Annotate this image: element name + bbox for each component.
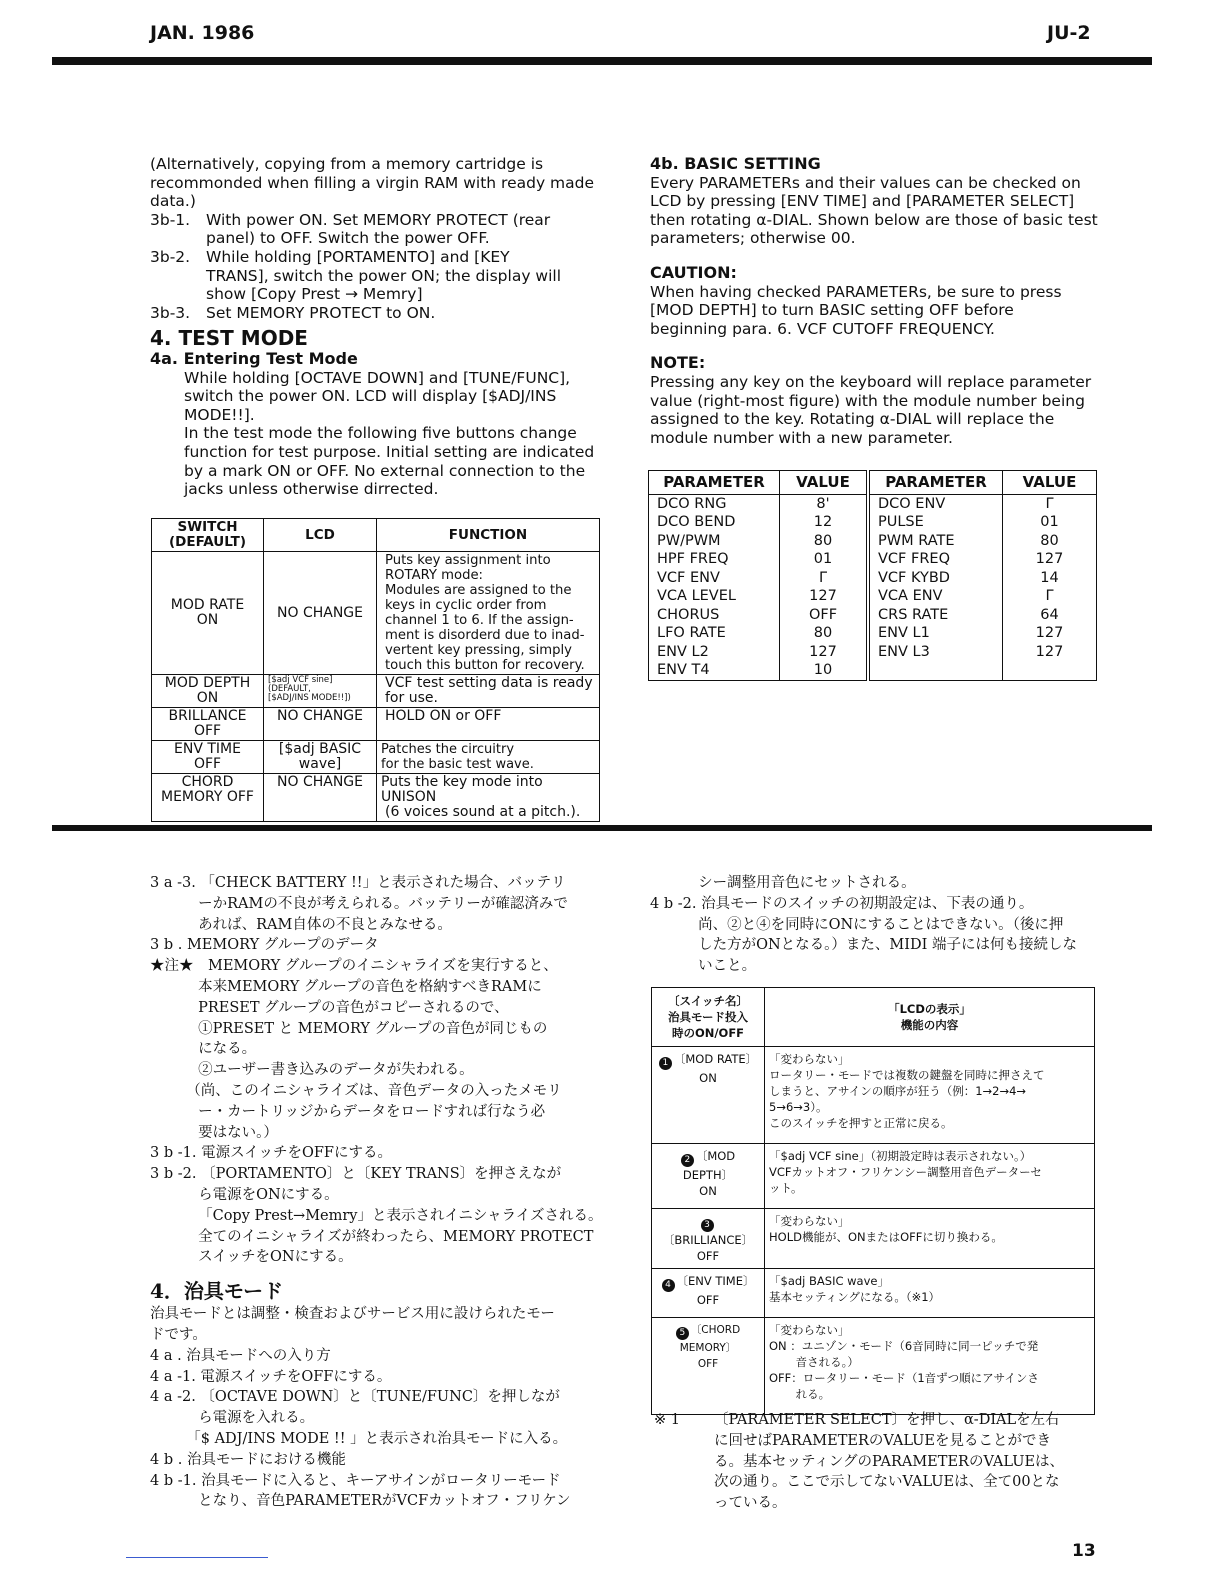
table-row xyxy=(649,550,1097,569)
jp-line: シー調整用音色にセットされる。 xyxy=(650,875,916,891)
page-number: 13 xyxy=(1072,1541,1096,1561)
param-value: 80 xyxy=(1003,532,1097,551)
param-value: 01 xyxy=(1003,513,1097,532)
parameter-table xyxy=(648,470,1097,681)
function-cell xyxy=(377,708,600,741)
param-value: ᒥ xyxy=(1003,587,1097,606)
caution-title: CAUTION: xyxy=(650,262,737,282)
subsection-body xyxy=(150,369,600,499)
jp-line: 治具モードとは調整・検査およびサービス用に設けられたモー xyxy=(150,1306,555,1323)
param-value: 80 xyxy=(780,624,869,643)
jp-line: 4 a -1. 電源スイッチをOFFにする。 xyxy=(150,1368,392,1385)
jp-line: 3 b -2. 〔PORTAMENTO〕と〔KEY TRANS〕を押さえなが xyxy=(150,1166,562,1183)
param-name: VCF ENV xyxy=(649,569,780,588)
body-line: Every PARAMETERs and their values can be checked on xyxy=(650,173,1081,192)
column-header: 〔スイッチ名〕 治具モード投入 時のON/OFF xyxy=(652,988,765,1047)
jp-line: 4 b . 治具モードにおける機能 xyxy=(150,1451,346,1468)
middle-rule xyxy=(52,825,1152,831)
column-header: PARAMETER xyxy=(649,471,780,495)
jp-line: になる。 xyxy=(150,1041,257,1058)
table-row xyxy=(652,1269,1095,1318)
table-row xyxy=(652,1209,1095,1269)
column-header: SWITCH (DEFAULT) xyxy=(152,519,264,552)
function-line: VCF test setting data is ready xyxy=(385,675,593,691)
param-value: 127 xyxy=(1003,624,1097,643)
function-cell xyxy=(377,741,600,774)
jp-line: ①PRESET と MEMORY グループの音色が同じもの xyxy=(150,1020,548,1037)
param-value: 01 xyxy=(780,550,869,569)
jp-line: （尚、このイニシャライズは、音色データの入ったメモリ xyxy=(150,1082,562,1099)
intro-line: (Alternatively, copying from a memory cartridge is xyxy=(150,155,544,173)
function-line: Puts the key mode into UNISON xyxy=(381,774,543,805)
param-name: ENV L3 xyxy=(868,643,1003,662)
param-name: VCA LEVEL xyxy=(649,587,780,606)
switch-cell: CHORD MEMORY OFF xyxy=(152,774,264,822)
table-row xyxy=(649,532,1097,551)
switch-label: 〔CHORD MEMORY〕 OFF xyxy=(679,1324,741,1370)
table-row xyxy=(152,552,600,675)
step-line: panel) to OFF. Switch the power OFF. xyxy=(206,229,490,248)
jp-line: 次の通り。ここで示してないVALUEは、全て00とな xyxy=(714,1474,1060,1491)
number-badge: 5 xyxy=(676,1327,689,1340)
lcd-cell: NO CHANGE xyxy=(264,708,377,741)
jp-left-column xyxy=(150,873,610,1512)
param-value: ᒥ xyxy=(1003,494,1097,513)
jp-line: あれば、RAM自体の不良とみなせる。 xyxy=(150,916,452,933)
jp-line: 要はない。） xyxy=(150,1124,278,1141)
basic-setting-title: 4b. BASIC SETTING xyxy=(650,154,821,173)
desc-cell xyxy=(765,1209,1095,1269)
jp-line: っている。 xyxy=(714,1495,787,1512)
step-number: 3b-2. xyxy=(150,247,191,266)
jp-line: ーかRAMの不良が考えられる。バッテリーが確認済みで xyxy=(150,895,568,912)
switch-table xyxy=(151,518,600,822)
param-name xyxy=(868,661,1003,680)
desc-line: 「変わらない」 xyxy=(769,1214,850,1228)
body-line: value (right-most figure) with the module number being xyxy=(650,391,1085,410)
function-line: for the basic test wave. xyxy=(381,757,534,772)
desc-line: 「$adj BASIC wave」 xyxy=(769,1274,889,1288)
switch-cell: MOD RATE ON xyxy=(152,552,264,675)
switch-cell xyxy=(652,1047,765,1144)
desc-line: ON ：ユニゾン・モード（6音同時に同一ピッチで発 xyxy=(769,1339,1039,1353)
table-row xyxy=(652,1318,1095,1415)
table-row xyxy=(152,741,600,774)
desc-line: 5→6→3）。 xyxy=(769,1100,828,1114)
function-line: for use. xyxy=(385,690,438,706)
column-header: PARAMETER xyxy=(868,471,1003,495)
param-value: 80 xyxy=(780,532,869,551)
table-row xyxy=(649,606,1097,625)
intro-line: recommonded when filling a virgin RAM with ready made xyxy=(150,173,595,192)
lcd-cell: [$adj VCF sine] (DEFAULT, [$ADJ/INS MODE!!]) xyxy=(264,675,377,708)
jp-line: 3 b -1. 電源スイッチをOFFにする。 xyxy=(150,1145,392,1162)
step-line: show [Copy Prest → Memry] xyxy=(206,285,423,304)
table-row xyxy=(652,1047,1095,1144)
right-column xyxy=(650,155,1100,447)
table-row xyxy=(649,494,1097,513)
jp-line: る。基本セッティングのPARAMETERのVALUEは、 xyxy=(714,1453,1065,1470)
desc-line: VCFカットオフ・フリケンシー調整用音色データーセ xyxy=(769,1165,1042,1179)
switch-cell: BRILLANCE OFF xyxy=(152,708,264,741)
table-header-row xyxy=(652,988,1095,1047)
step-number: 3b-3. xyxy=(150,303,191,322)
header-model: JU-2 xyxy=(1047,22,1091,44)
jp-line: ドです。 xyxy=(150,1326,207,1343)
number-badge: 1 xyxy=(659,1057,672,1070)
step-line: Set MEMORY PROTECT to ON. xyxy=(206,303,436,322)
jp-line: ★注★ MEMORY グループのイニシャライズを実行すると、 xyxy=(150,958,558,975)
body-line: jacks unless otherwise dirrected. xyxy=(184,480,439,499)
body-line: beginning para. 6. VCF CUTOFF FREQUENCY. xyxy=(650,319,995,338)
body-line: module number with a new parameter. xyxy=(650,428,953,447)
body-line: When having checked PARAMETERs, be sure to press xyxy=(650,282,1062,301)
number-badge: 4 xyxy=(662,1279,675,1292)
param-value: 12 xyxy=(780,513,869,532)
desc-cell xyxy=(765,1047,1095,1144)
desc-line: HOLD機能が、ONまたはOFFに切り換わる。 xyxy=(769,1230,1003,1244)
body-line: by a mark ON or OFF. No external connection to the xyxy=(184,461,586,480)
param-name: ENV L2 xyxy=(649,643,780,662)
function-line: Puts key assignment into xyxy=(385,553,551,568)
function-cell xyxy=(377,552,600,675)
footnote-mark: ※ 1 xyxy=(654,1412,680,1428)
param-value: OFF xyxy=(780,606,869,625)
jp-line: 3 a -3. 「CHECK BATTERY !!」と表示された場合、バッテリ xyxy=(150,875,566,891)
param-value: 127 xyxy=(780,587,869,606)
desc-line: しまうと、アサインの順序が狂う（例：1→2→4→ xyxy=(769,1084,1027,1098)
table-row xyxy=(649,624,1097,643)
table-row xyxy=(649,643,1097,662)
param-name: ENV L1 xyxy=(868,624,1003,643)
lcd-cell: NO CHANGE xyxy=(264,552,377,675)
param-name: PULSE xyxy=(868,513,1003,532)
table-header-row xyxy=(152,519,600,552)
param-name: DCO RNG xyxy=(649,494,780,513)
jp-line: 本来MEMORY グループの音色を格納すべきRAMに xyxy=(150,978,542,995)
param-value: 64 xyxy=(1003,606,1097,625)
table-row xyxy=(649,587,1097,606)
desc-line: 音される。） xyxy=(769,1355,859,1369)
table-row xyxy=(649,569,1097,588)
jp-line: スイッチをONにする。 xyxy=(150,1249,353,1266)
desc-cell xyxy=(765,1269,1095,1318)
function-line: ROTARY mode: xyxy=(385,568,484,583)
switch-cell xyxy=(652,1318,765,1415)
function-cell xyxy=(377,774,600,822)
subsection-title: 4a. Entering Test Mode xyxy=(150,348,358,368)
function-line: HOLD ON or OFF xyxy=(385,708,502,724)
step-line: With power ON. Set MEMORY PROTECT (rear xyxy=(206,210,551,229)
param-name: DCO BEND xyxy=(649,513,780,532)
number-badge: 3 xyxy=(701,1219,714,1232)
param-name: VCA ENV xyxy=(868,587,1003,606)
jp-line: いこと。 xyxy=(650,958,757,975)
number-badge: 2 xyxy=(681,1154,694,1167)
function-line: keys in cyclic order from xyxy=(385,598,547,613)
param-value: 127 xyxy=(1003,550,1097,569)
lcd-cell: NO CHANGE xyxy=(264,774,377,822)
note-title: NOTE: xyxy=(650,353,706,373)
param-value: 127 xyxy=(780,643,869,662)
jp-line: 〔PARAMETER SELECT〕を押し、α-DIALを左右 xyxy=(714,1412,1060,1428)
desc-line: 「$adj VCF sine」（初期設定時は表示されない。） xyxy=(769,1149,1032,1163)
intro-line: data.) xyxy=(150,192,196,211)
desc-cell xyxy=(765,1318,1095,1415)
top-rule xyxy=(52,57,1152,65)
function-line: channel 1 to 6. If the assign- xyxy=(385,613,574,628)
switch-cell: ENV TIME OFF xyxy=(152,741,264,774)
function-line: ment is disorderd due to inad- xyxy=(385,628,585,643)
jp-switch-table xyxy=(651,987,1095,1415)
jp-line: となり、音色PARAMETERがVCFカットオフ・フリケン xyxy=(150,1493,571,1510)
header-date: JAN. 1986 xyxy=(150,22,255,44)
column-header: 「LCDの表示」 機能の内容 xyxy=(765,988,1095,1047)
switch-cell xyxy=(652,1209,765,1269)
desc-line: 基本セッティングになる。（※1） xyxy=(769,1290,941,1304)
body-line: In the test mode the following five buttons change xyxy=(184,424,577,443)
column-header: VALUE xyxy=(1003,471,1097,495)
desc-line: OFF：ロータリー・モード（1音ずつ順にアサインさ xyxy=(769,1371,1039,1385)
table-row xyxy=(152,774,600,822)
jp-line: ②ユーザー書き込みのデータが失われる。 xyxy=(150,1062,474,1079)
body-line: While holding [OCTAVE DOWN] and [TUNE/FUNC], xyxy=(184,368,571,387)
switch-label: 〔BRILLIANCE〕 OFF xyxy=(662,1233,754,1263)
step-line: While holding [PORTAMENTO] and [KEY xyxy=(206,247,510,266)
param-name: VCF KYBD xyxy=(868,569,1003,588)
bottom-link-underline xyxy=(126,1557,268,1558)
table-row xyxy=(649,661,1097,680)
switch-cell: MOD DEPTH ON xyxy=(152,675,264,708)
jp-line: 4 b -2. 治具モードのスイッチの初期設定は、下表の通り。 xyxy=(650,895,1034,912)
function-line: touch this button for recovery. xyxy=(385,658,585,673)
jp-line: 「$ ADJ/INS MODE !! 」と表示され治具モードに入る。 xyxy=(150,1430,568,1447)
param-name: PWM RATE xyxy=(868,532,1003,551)
function-line: (6 voices sound at a pitch.). xyxy=(385,804,581,820)
jp-section-title: 4．治具モード xyxy=(150,1279,284,1304)
body-line: parameters; otherwise 00. xyxy=(650,229,856,248)
function-line: vertent key pressing, simply xyxy=(385,643,572,658)
param-name: VCF FREQ xyxy=(868,550,1003,569)
jp-line: 4 b -1. 治具モードに入ると、キーアサインがロータリーモード xyxy=(150,1472,561,1489)
body-line: Pressing any key on the keyboard will replace parameter xyxy=(650,372,1092,391)
desc-line: ット。 xyxy=(769,1181,803,1195)
jp-line: に回せばPARAMETERのVALUEを見ることができ xyxy=(714,1432,1051,1449)
table-row xyxy=(152,708,600,741)
table-row xyxy=(649,513,1097,532)
body-line: then rotating α-DIAL. Shown below are those of basic test xyxy=(650,210,1098,229)
table-row xyxy=(152,675,600,708)
jp-line: 3 b . MEMORY グループのデータ xyxy=(150,937,379,954)
param-value: ᒥ xyxy=(780,569,869,588)
function-cell xyxy=(377,675,600,708)
jp-line: 4 a -2. 〔OCTAVE DOWN〕と〔TUNE/FUNC〕を押しなが xyxy=(150,1389,560,1406)
table-header-row xyxy=(649,471,1097,495)
param-name: CRS RATE xyxy=(868,606,1003,625)
left-column xyxy=(150,155,600,499)
param-name: ENV T4 xyxy=(649,661,780,680)
column-header: FUNCTION xyxy=(377,519,600,552)
param-name: PW/PWM xyxy=(649,532,780,551)
step-3b-1 xyxy=(150,211,600,248)
desc-line: このスイッチを押すと正常に戻る。 xyxy=(769,1116,953,1130)
jp-line: ー・カートリッジからデータをロードすれば行なう必 xyxy=(150,1103,546,1120)
table-row xyxy=(652,1144,1095,1209)
param-name: HPF FREQ xyxy=(649,550,780,569)
footnote xyxy=(714,1410,1114,1514)
switch-label: 〔ENV TIME〕 OFF xyxy=(676,1274,755,1307)
body-line: switch the power ON. LCD will display [$ADJ/INS xyxy=(184,387,557,406)
switch-cell xyxy=(652,1269,765,1318)
param-value: 10 xyxy=(780,661,869,680)
param-value: 127 xyxy=(1003,643,1097,662)
switch-label: 〔MOD RATE〕 ON xyxy=(673,1052,758,1085)
column-header: VALUE xyxy=(780,471,869,495)
body-line: MODE!!]. xyxy=(184,405,255,424)
step-3b-2 xyxy=(150,248,600,304)
jp-line: ら電源をONにする。 xyxy=(150,1186,339,1203)
jp-line: ら電源を入れる。 xyxy=(150,1410,315,1427)
step-3b-3 xyxy=(150,304,600,323)
jp-line: 全てのイニシャライズが終わったら、MEMORY PROTECT xyxy=(150,1228,594,1245)
switch-cell xyxy=(652,1144,765,1209)
body-line: assigned to the key. Rotating α-DIAL will replace the xyxy=(650,410,1055,429)
body-line: LCD by pressing [ENV TIME] and [PARAMETER SELECT] xyxy=(650,192,1075,211)
param-name: CHORUS xyxy=(649,606,780,625)
function-line: Patches the circuitry xyxy=(381,742,515,757)
step-line: TRANS], switch the power ON; the display will xyxy=(206,266,562,285)
param-name: DCO ENV xyxy=(868,494,1003,513)
param-value: 8' xyxy=(780,494,869,513)
desc-line: ロータリー・モードでは複数の鍵盤を同時に押さえて xyxy=(769,1068,1045,1082)
jp-right-column xyxy=(650,873,1110,977)
param-name: LFO RATE xyxy=(649,624,780,643)
switch-label: 〔MOD DEPTH〕 ON xyxy=(682,1149,736,1198)
jp-line: 尚、②と④を同時にONにすることはできない。（後に押 xyxy=(650,916,1064,933)
section-title-test-mode: 4. TEST MODE xyxy=(150,326,308,351)
column-header: LCD xyxy=(264,519,377,552)
desc-line: れる。 xyxy=(769,1387,831,1401)
jp-line: 「Copy Prest→Memry」と表示されイニシャライズされる。 xyxy=(150,1207,603,1224)
desc-line: 「変わらない」 xyxy=(769,1052,850,1066)
param-value xyxy=(1003,661,1097,680)
jp-line: した方がONとなる。）また、MIDI 端子には何も接続しな xyxy=(650,937,1077,954)
body-line: [MOD DEPTH] to turn BASIC setting OFF before xyxy=(650,301,1014,320)
function-line: Modules are assigned to the xyxy=(385,583,572,598)
body-line: function for test purpose. Initial setting are indicated xyxy=(184,442,595,461)
param-value: 14 xyxy=(1003,569,1097,588)
lcd-cell: [$adj BASIC wave] xyxy=(264,741,377,774)
step-number: 3b-1. xyxy=(150,210,191,229)
desc-cell xyxy=(765,1144,1095,1209)
desc-line: 「変わらない」 xyxy=(769,1323,850,1337)
jp-line: 4 a . 治具モードへの入り方 xyxy=(150,1347,331,1364)
jp-line: PRESET グループの音色がコピーされるので、 xyxy=(150,999,509,1016)
